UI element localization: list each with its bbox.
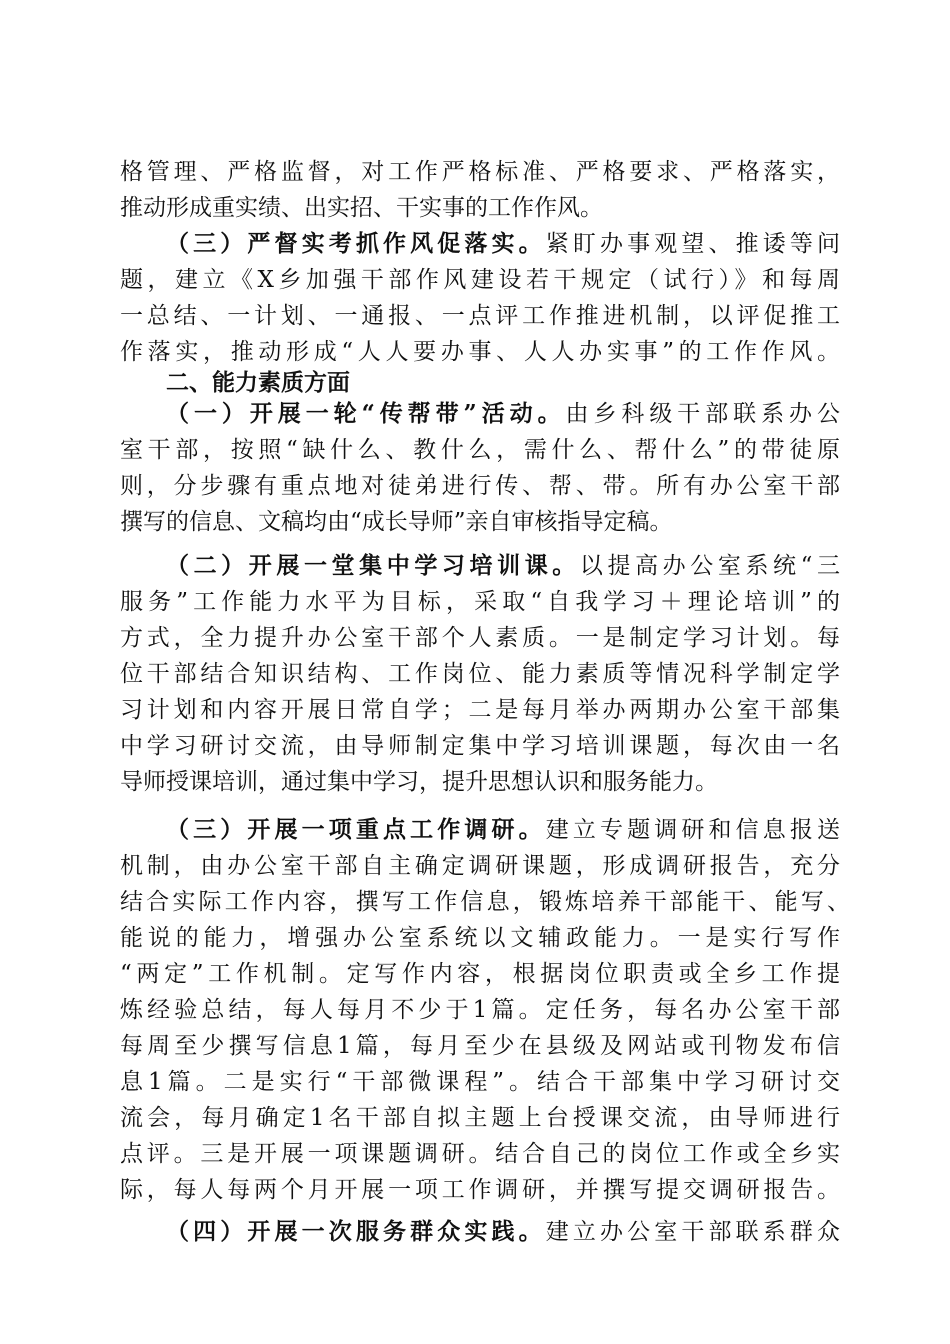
paragraph-line [166,810,840,850]
text-run: 由乡科级干部联系办公 [565,401,840,427]
paragraph-line [166,1212,840,1252]
text-line: 格管理、严格监督，对工作严格标准、严格要求、严格落实， [120,159,840,185]
text-line: 点评。三是开展一项课题调研。结合自己的岗位工作或全乡实 [120,1141,840,1167]
section-heading: 二、能力素质方面 [166,369,350,396]
subheading: （一）开展一轮“传帮带”活动。 [166,400,566,427]
text-line: 一总结、一计划、一通报、一点评工作推进机制，以评促推工 [120,303,840,329]
text-line: 撰写的信息、文稿均由“成长导师”亲自审核指导定稿。 [120,509,673,535]
text-run: 以提高办公室系统“三 [579,553,841,579]
paragraph-line [166,394,840,434]
text-line: 中学习研讨交流，由导师制定集中学习培训课题，每次由一名 [120,733,840,759]
text-line: “两定”工作机制。定写作内容，根据岗位职责或全乡工作提 [120,961,840,987]
text-line: 导师授课培训，通过集中学习，提升思想认识和服务能力。 [120,769,718,795]
text-line: 习计划和内容开展日常自学；二是每月举办两期办公室干部集 [120,697,840,723]
subheading: （三）严督实考抓作风促落实。 [166,230,546,257]
paragraph-line [166,546,840,586]
text-line: 位干部结合知识结构、工作岗位、能力素质等情况科学制定学 [120,661,840,687]
text-line: 推动形成重实绩、出实招、干实事的工作作风。 [120,195,603,221]
text-run: 建立办公室干部联系群众 [545,1219,840,1245]
text-line: 际，每人每两个月开展一项工作调研，并撰写提交调研报告。 [120,1177,840,1203]
text-line: 作落实，推动形成“人人要办事、人人办实事”的工作作风。 [120,339,840,365]
text-line: 室干部，按照“缺什么、教什么，需什么、帮什么”的带徒原 [120,437,840,463]
text-line: 息1篇。二是实行“干部微课程”。结合干部集中学习研讨交 [120,1069,840,1095]
text-line: 方式，全力提升办公室干部个人素质。一是制定学习计划。每 [120,625,840,651]
text-line: 则，分步骤有重点地对徒弟进行传、帮、带。所有办公室干部 [120,473,840,499]
text-run: 建立专题调研和信息报送 [545,817,840,843]
paragraph-line [166,224,840,264]
subheading: （二）开展一堂集中学习培训课。 [166,552,580,579]
text-line: 题，建立《X乡加强干部作风建设若干规定（试行）》和每周 [120,267,840,293]
text-line: 每周至少撰写信息1篇，每月至少在县级及网站或刊物发布信 [120,1033,840,1059]
text-run: 紧盯办事观望、推诿等问 [545,231,840,257]
text-line: 流会，每月确定1名干部自拟主题上台授课交流，由导师进行 [120,1105,840,1131]
text-line: 机制，由办公室干部自主确定调研课题，形成调研报告，充分 [120,853,840,879]
text-line: 结合实际工作内容，撰写工作信息，锻炼培养干部能干、能写、 [120,889,850,915]
subheading: （四）开展一次服务群众实践。 [166,1218,546,1245]
subheading: （三）开展一项重点工作调研。 [166,816,546,843]
text-line: 能说的能力，增强办公室系统以文辅政能力。一是实行写作 [120,925,840,951]
text-line: 炼经验总结，每人每月不少于1篇。定任务，每名办公室干部 [120,997,840,1023]
text-line: 服务”工作能力水平为目标，采取“自我学习＋理论培训”的 [120,589,840,615]
